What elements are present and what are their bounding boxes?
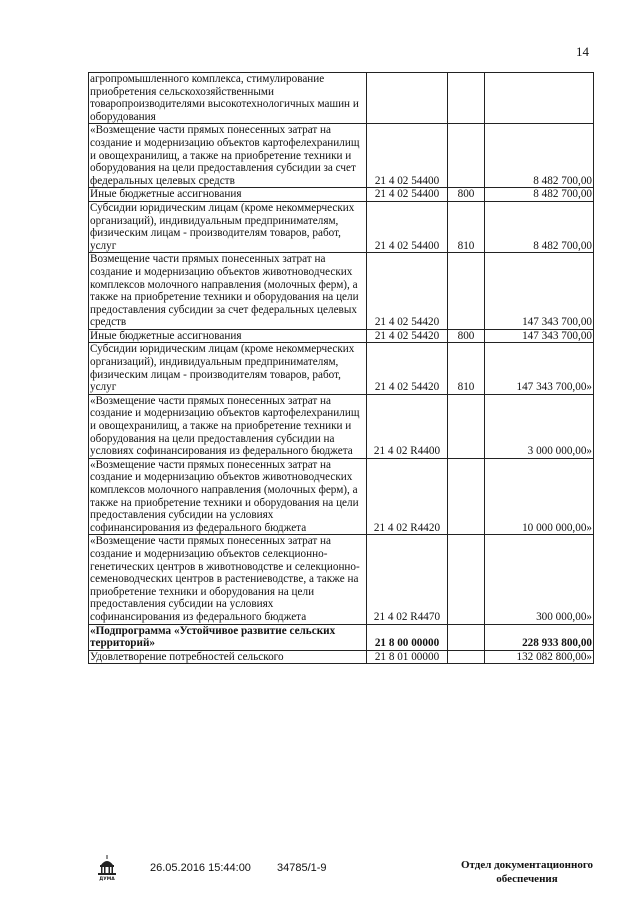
row-vr-cell [448, 535, 485, 624]
row-csr-cell: 21 4 02 54420 [367, 343, 448, 394]
row-csr-cell: 21 4 02 54420 [367, 329, 448, 343]
row-name-cell: «Возмещение части прямых понесенных затрат на создание и модернизацию объектов картофелехранилищ и овощехранилищ, а также на приобретение техники и оборудования на цели предоставления субсидии за счет федеральных целевых средств [89, 124, 367, 188]
row-sum-cell: 300 000,00» [485, 535, 594, 624]
row-sum-cell: 147 343 700,00» [485, 343, 594, 394]
row-csr-cell: 21 4 02 54400 [367, 201, 448, 252]
footer-doc-number: 34785/1-9 [277, 862, 327, 874]
row-sum-cell: 147 343 700,00 [485, 329, 594, 343]
row-csr-cell: 21 4 02 R4420 [367, 458, 448, 535]
table-row [89, 394, 594, 458]
row-csr-cell: 21 4 02 R4400 [367, 394, 448, 458]
row-sum-cell: 10 000 000,00» [485, 458, 594, 535]
row-csr-cell: 21 4 02 R4470 [367, 535, 448, 624]
table-row [89, 201, 594, 252]
row-name-cell: агропромышленного комплекса, стимулирование приобретения сельскохозяйственными товаропроизводителями высокотехнологичных машин и оборудования [89, 73, 367, 124]
row-csr-cell: 21 4 02 54420 [367, 253, 448, 330]
row-vr-cell [448, 394, 485, 458]
row-vr-cell [448, 650, 485, 664]
row-name-cell: «Возмещение части прямых понесенных затрат на создание и модернизацию объектов селекционно-генетических центров в животноводстве и селекционно-семеноводческих центров в растениеводстве, а также на приобретение техники и оборудования на цели предоставления субсидии на условиях софинансирования из федерального бюджета [89, 535, 367, 624]
row-sum-cell: 8 482 700,00 [485, 124, 594, 188]
row-vr-cell: 810 [448, 201, 485, 252]
row-sum-cell: 132 082 800,00» [485, 650, 594, 664]
budget-table-body [89, 73, 594, 664]
row-csr-cell [367, 73, 448, 124]
row-name-cell: «Подпрограмма «Устойчивое развитие сельских территорий» [89, 624, 367, 650]
footer-department: Отдел документационного обеспечения [460, 859, 594, 885]
row-vr-cell [448, 458, 485, 535]
table-row [89, 535, 594, 624]
table-row [89, 124, 594, 188]
table-row [89, 343, 594, 394]
row-name-cell: «Возмещение части прямых понесенных затрат на создание и модернизацию объектов картофелехранилищ и овощехранилищ, а также на приобретение техники и оборудования на цели предоставления субсидии на условиях софинансирования из федерального бюджета [89, 394, 367, 458]
table-row [89, 73, 594, 124]
row-name-cell: Субсидии юридическим лицам (кроме некоммерческих организаций), индивидуальным предпринимателям, физическим лицам - производителям товаров, работ, услуг [89, 201, 367, 252]
row-vr-cell [448, 73, 485, 124]
row-name-cell: Иные бюджетные ассигнования [89, 329, 367, 343]
row-csr-cell: 21 4 02 54400 [367, 188, 448, 202]
row-name-cell: Удовлетворение потребностей сельского [89, 650, 367, 664]
table-row [89, 650, 594, 664]
budget-table [88, 72, 594, 664]
duma-logo-icon [96, 853, 118, 881]
row-csr-cell: 21 8 01 00000 [367, 650, 448, 664]
row-csr-cell: 21 4 02 54400 [367, 124, 448, 188]
row-csr-cell: 21 8 00 00000 [367, 624, 448, 650]
page-number: 14 [576, 44, 589, 59]
row-sum-cell: 228 933 800,00 [485, 624, 594, 650]
row-vr-cell [448, 124, 485, 188]
row-name-cell: Иные бюджетные ассигнования [89, 188, 367, 202]
logo-text: ДУМА [99, 877, 115, 881]
row-sum-cell: 8 482 700,00 [485, 188, 594, 202]
row-sum-cell: 3 000 000,00» [485, 394, 594, 458]
footer-date: 26.05.2016 15:44:00 [150, 862, 251, 874]
row-vr-cell: 800 [448, 188, 485, 202]
row-sum-cell [485, 73, 594, 124]
row-name-cell: Возмещение части прямых понесенных затрат на создание и модернизацию объектов животноводческих комплексов молочного направления (молочных ферм), а также на приобретение техники и оборудования на цели предоставления субсидии за счет федеральных целевых средств [89, 253, 367, 330]
row-sum-cell: 8 482 700,00 [485, 201, 594, 252]
table-row [89, 329, 594, 343]
row-vr-cell [448, 624, 485, 650]
table-row [89, 253, 594, 330]
row-name-cell: Субсидии юридическим лицам (кроме некоммерческих организаций), индивидуальным предпринимателям, физическим лицам - производителям товаров, работ, услуг [89, 343, 367, 394]
row-sum-cell: 147 343 700,00 [485, 253, 594, 330]
table-row [89, 624, 594, 650]
table-row [89, 188, 594, 202]
table-row [89, 458, 594, 535]
row-vr-cell: 800 [448, 329, 485, 343]
row-vr-cell [448, 253, 485, 330]
row-vr-cell: 810 [448, 343, 485, 394]
row-name-cell: «Возмещение части прямых понесенных затрат на создание и модернизацию объектов животноводческих комплексов молочного направления (молочных ферм), а также на приобретение техники и оборудования на цели предоставления субсидии на условиях софинансирования из федерального бюджета [89, 458, 367, 535]
